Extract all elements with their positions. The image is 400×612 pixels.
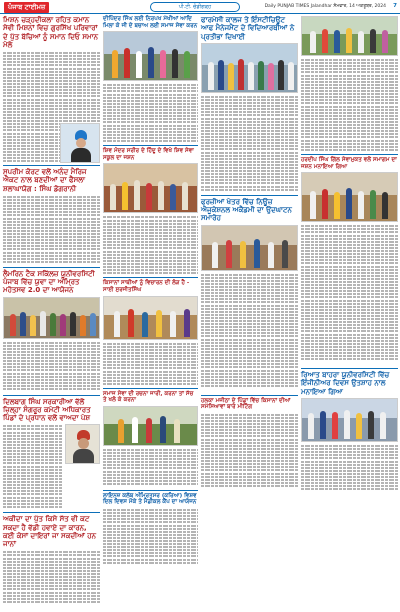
event-photo-a12 bbox=[201, 225, 298, 271]
event-photo-a6 bbox=[103, 31, 198, 81]
body-top-right bbox=[301, 58, 398, 152]
body-a13 bbox=[201, 413, 298, 493]
event-photo-a7 bbox=[103, 163, 198, 213]
body-a3 bbox=[3, 341, 100, 393]
page-number: 7 bbox=[393, 3, 397, 9]
event-photo-a9 bbox=[103, 406, 198, 446]
event-photo-top-right bbox=[301, 16, 398, 56]
portrait-photo bbox=[60, 123, 100, 163]
body-a6 bbox=[103, 83, 198, 143]
headline-a11: ਫਾਰਮੇਸੀ ਕਾਲਜ ਤੇ ਇੰਸਟੀਚਿਊਟ ਆਫ ਮੈਨੇਜਮੈਂਟ ਦੇ ਵਿਦਿਆਰਥੀਆਂ ਨੇ ਪ੍ਰਤੀਭਾ ਦਿਖਾਈ bbox=[201, 16, 295, 41]
column-1 bbox=[3, 16, 100, 606]
event-photo-a8 bbox=[103, 296, 198, 340]
body-a12 bbox=[201, 273, 298, 393]
headline-a3: ਲੈਮਰਿਨ ਟੈਕ ਸਕਿੱਲਜ਼ ਯੂਨੀਵਰਸਿਟੀ ਪੰਜਾਬ ਵਿੱਚ ਯੁਵਾ ਦਾ ਅੰਮ੍ਰਿਤ ਮਹੋਤਸਵ 2.0 ਦਾ ਆਯੋਜਨ bbox=[3, 269, 95, 295]
headline-a15: ਰਿਆਤ ਬਾਹਰਾ ਯੂਨੀਵਰਸਿਟੀ ਵਿੱਚ ਇੰਜੀਨੀਅਰ ਦਿਵਸ ਉਤਸ਼ਾਹ ਨਾਲ ਮਨਾਇਆ ਗਿਆ bbox=[301, 371, 390, 396]
body-a7 bbox=[103, 215, 198, 275]
column-2 bbox=[103, 16, 198, 568]
portrait-photo-a4 bbox=[65, 424, 100, 464]
headline-a10: ਲਾਇਨਜ਼ ਕਲੱਬ ਅੰਮ੍ਰਿਤਸਰ (ਕਰਿਆ) ਵਿਸ਼ਵ ਦਿਲ ਦਿਵਸ ਮੌਕੇ ਤੇ ਮੈਡੀਕਲ ਕੈਂਪ ਦਾ ਆਯੋਜਨ bbox=[103, 492, 197, 506]
body-a9 bbox=[103, 448, 198, 488]
event-photo-a3 bbox=[3, 297, 100, 339]
body-a8 bbox=[103, 342, 198, 386]
event-photo-a15 bbox=[301, 398, 398, 442]
body-a15 bbox=[301, 444, 398, 494]
masthead: Daily PUNJAB TIMES Jalandhar ਸੋਮਵਾਰ, 14 ਅਕਤੂਬਰ, 2024 bbox=[264, 4, 386, 9]
body-a11 bbox=[201, 95, 298, 193]
body-a2 bbox=[3, 195, 100, 265]
headline-a6: ਦੀਪਿੰਦਰ ਸਿੰਘ ਲਈ ਨਿਰਪਖ ਮੱਖੀਆਂ ਆਦਿ ਮਿਲਾ ਕੇ ਜੀ ਦੇ ਬਚਾਅ ਲਈ ਸਮਾਜ ਸੇਵਾ ਕਰਨ bbox=[103, 16, 198, 29]
event-photo-a14 bbox=[301, 172, 398, 222]
body-a14 bbox=[301, 224, 398, 366]
body-a5 bbox=[3, 550, 100, 606]
section-label: ਪੰਜਾਬ ਟਾਈਮਜ਼ bbox=[4, 2, 49, 13]
body-a10 bbox=[103, 508, 198, 568]
headline-a13: ਹਲਕਾ ਮਜੀਠਾ ਦੇ ਪਿੰਡਾਂ ਵਿੱਚ ਕਿਸਾਨਾਂ ਦੀਆਂ ਸਮੱਸਿਆਵਾਂ ਬਾਰੇ ਮੀਟਿੰਗ bbox=[201, 397, 291, 411]
page-header bbox=[0, 0, 400, 14]
headline-a8: ਕਿਸਾਨਾਂ ਸਾਥੀਆਂ ਨੂੰ ਵਿਚਾਰਨ ਦੀ ਲੋੜ ਹੈ - ਸਾਈ ਸੁਰਜੀਤਸਿੰਘ bbox=[103, 280, 190, 293]
headline-a4: ਦਿਲਬਾਗ ਸਿੰਘ ਸਰਕਾਰੀਆ ਵੱਲੋਂ ਜ਼ਿਲ੍ਹਾ ਸੰਗਰੂਰ ਕਮੇਟੀ ਅਧਿਕਾਰਤ ਪਿੰਡਾਂ ਦੇ ਪ੍ਰਧਾਨ ਵਲੋਂ ਵਾਅਦਾ ਪੇਸ਼ bbox=[3, 397, 91, 422]
headline-a12: ਫਰਜ਼ੀਆਂ ਖੇਤਰ ਵਿੱਚ ਨਿਊਜ਼ ਐਜੂਕੇਸ਼ਨਲ ਅਕੈਡਮੀ ਦਾ ਉਦਘਾਟਨ ਸਮਾਰੋਹ bbox=[201, 197, 292, 223]
center-dateline: ਪੀ.ਟੀ. ਚੰਡੀਗੜ੍ਹ bbox=[150, 2, 240, 12]
event-photo-a11 bbox=[201, 43, 298, 93]
headline-a7: ਸ਼ਿਵ ਮੰਦਰ ਸਰੀਰ ਦੇ ਹਿੰਦੂ ਦੇ ਵਿਖੇ ਸ਼ਿਵ ਸੇਵਾ ਸਕੂਲ ਦਾ ਜਸ਼ਨ bbox=[103, 148, 194, 161]
headline-a5: ਅਕੀਦਾ ਦਾ ਪੁੱਤ ਕਿਸੇ ਸੱਤ ਵੀ ਕਟ ਸਕਦਾ ਹੈ ਵੱਡੀ ਹਵਾਏ ਦਾ ਕਾਰਨ, ਕਈ ਕੇਸਾਂ ਦਾਇਰਾਂ ਜਾ ਸਕਦੀਆਂ ਹਨ ਜਾਨਾਂ bbox=[3, 515, 96, 548]
headline-a14: ਹਰਦੀਪ ਸਿੰਘ ਗਿੱਲ ਸੇਵਾਮੁਕਤ ਵਲੋਂ ਸਮਾਗਮ ਦਾ ਜਸ਼ਨ ਮਨਾਇਆ ਗਿਆ bbox=[301, 157, 397, 170]
column-3 bbox=[201, 16, 298, 493]
body-a4 bbox=[3, 424, 63, 510]
column-4 bbox=[301, 16, 398, 494]
headline-a9: ਸਮਾਜ ਸੇਵਾ ਦੀ ਰਚਨਾ ਜਾਰੀ, ਕਰਨਾ ਤਾਂ ਸੱਚ ਤੇ ਖਲੋ ਕੇ ਕਰਨਾ bbox=[103, 390, 194, 404]
headline-a2: ਸੁਪਰੀਮ ਕੋਰਟ ਵਲੋਂ ਅਨੰਦ ਮੈਰਿਜ ਐਕਟ ਨਾਲ ਬਣਦੀਆਂ ਦਾ ਫੈਸਲਾ ਸ਼ਲਾਘਾਯੋਗ : ਸਿੰਘ ਡੋਗਰਾਨੀ bbox=[3, 168, 87, 193]
headline-a1: ਮਿਸ਼ਨ ਚੜ੍ਹਦੀਕਲਾ ਰਹਿਤ ਕਮਾਨ ਸੇਵੀ ਮਿਸ਼ਨਾਂ ਵਿਚ ਗੁਰਸਿੱਖ ਪਰਿਵਾਰਾਂ ਦੇ ਪੁੱਤ ਬੱਚਿਆਂ ਨੂੰ ਸਮਾਨ ਦਿਓ ਸਮਾਨ ਮੇਲੇ bbox=[3, 16, 98, 49]
